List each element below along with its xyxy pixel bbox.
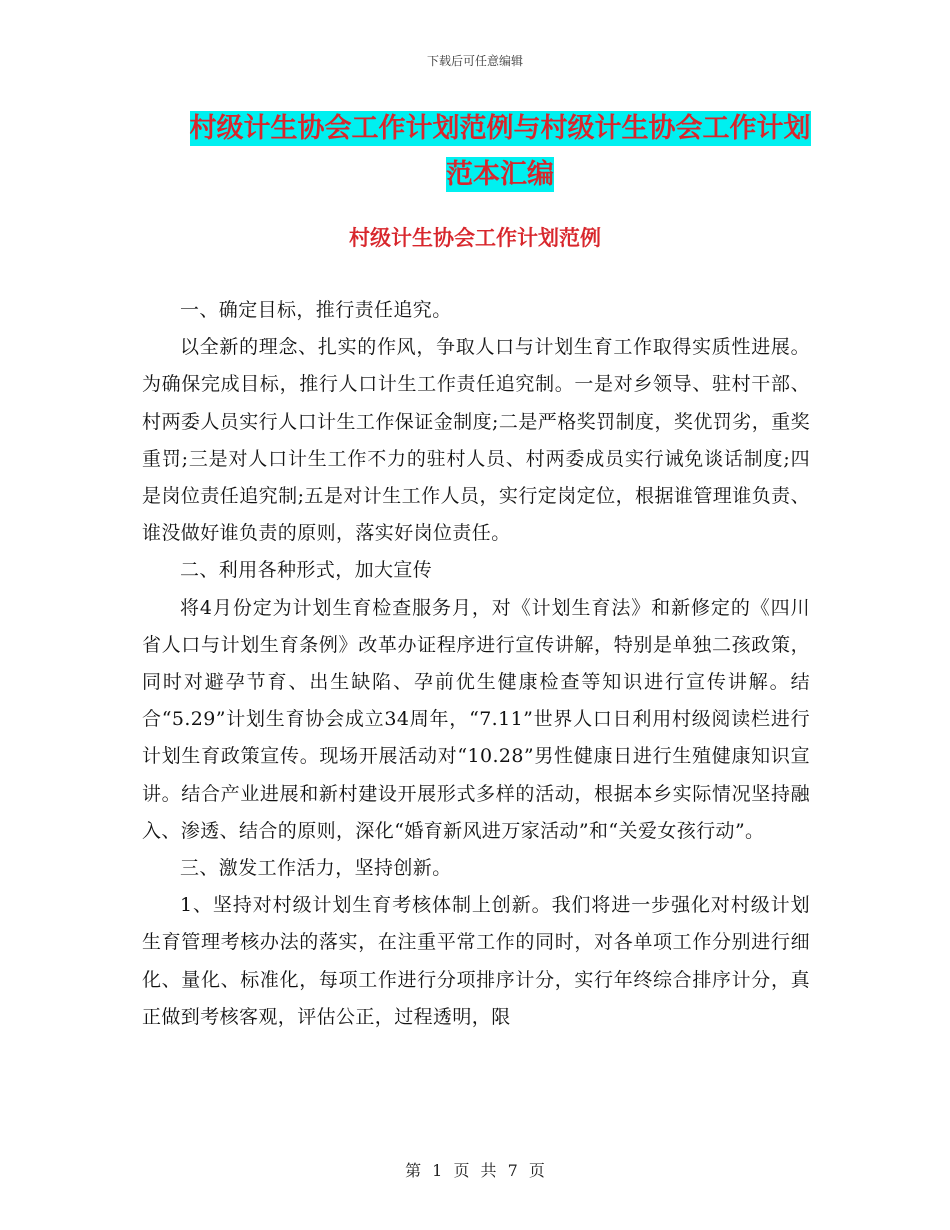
document-title: [150, 106, 850, 198]
document-title-line-2: 范本汇编: [446, 159, 554, 190]
paragraph: 1、坚持对村级计划生育考核体制上创新。我们将进一步强化对村级计划生育管理考核办法的落实，在注重平常工作的同时，对各单项工作分别进行细化、量化、标准化，每项工作进行分项排序计分，实行年终综合排序计分，真正做到考核客观，评估公正，过程透明，限: [142, 894, 810, 1028]
document-title-line-1: 村级计生协会工作计划范例与村级计生协会工作计划: [189, 113, 811, 144]
header-note: 下载后可任意编辑: [426, 54, 523, 68]
body-text: [142, 292, 810, 1036]
section-title: 村级计生协会工作计划范例: [349, 226, 601, 250]
paragraph: 以全新的理念、扎实的作风，争取人口与计划生育工作取得实质性进展。为确保完成目标，推行人口计生工作责任追究制。一是对乡领导、驻村干部、村两委人员实行人口计生工作保证金制度;二是严格奖罚制度，奖优罚劣，重奖重罚;三是对人口计生工作不力的驻村人员、村两委成员实行诫免谈话制度;四是岗位责任追究制;五是对计生工作人员，实行定岗定位，根据谁管理谁负责、谁没做好谁负责的原则，落实好岗位责任。: [142, 336, 810, 545]
paragraph-heading-1: 一、确定目标，推行责任追究。: [180, 299, 452, 321]
paragraph-heading-3: 三、激发工作活力，坚持创新。: [180, 857, 452, 880]
page-footer: 第 1 页 共 7 页: [405, 1161, 545, 1180]
paragraph-heading-2: 二、利用各种形式，加大宣传: [180, 559, 433, 582]
paragraph: 将4月份定为计划生育检查服务月，对《计划生育法》和新修定的《四川省人口与计划生育条例》改革办证程序进行宣传讲解，特别是单独二孩政策，同时对避孕节育、出生缺陷、孕前优生健康检查等知识进行宣传讲解。结合“5.29”计划生育协会成立34周年，“7.11”世界人口日利用村级阅读栏进行计划生育政策宣传。现场开展活动对“10.28”男性健康日进行生殖健康知识宣讲。结合产业进展和新村建设开展形式多样的活动，根据本乡实际情况坚持融入、渗透、结合的原则，深化“婚育新风进万家活动”和“关爱女孩行动”。: [142, 596, 810, 842]
